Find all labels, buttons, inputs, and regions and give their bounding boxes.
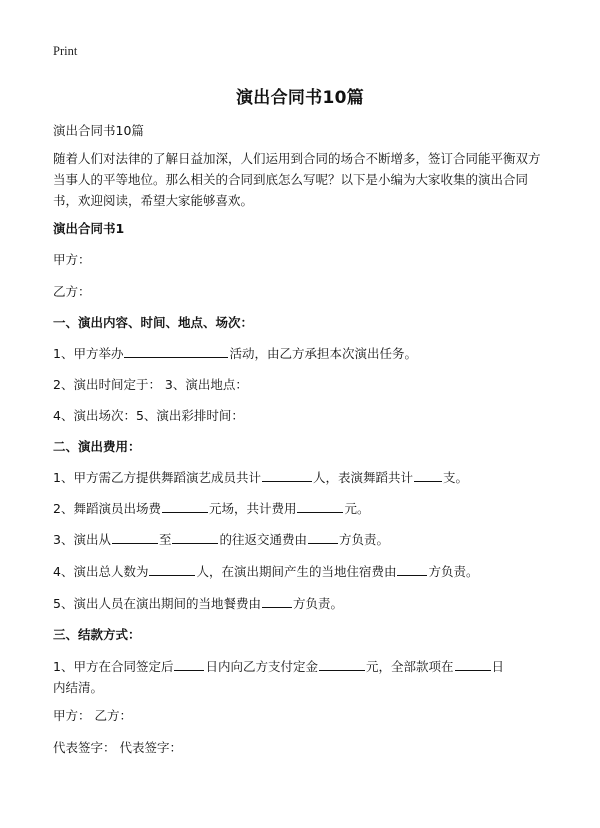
text-segment: 日内向乙方支付定金: [205, 659, 318, 674]
text-segment: 方负责。: [292, 596, 343, 611]
text-segment: 人，在演出期间产生的当地住宿费由: [196, 564, 397, 579]
text-segment: 的往返交通费由: [219, 532, 307, 547]
text-segment: 1、甲方需乙方提供舞蹈演艺成员共计: [53, 470, 261, 485]
print-link[interactable]: Print: [53, 44, 78, 58]
text-segment: 3、演出从: [53, 532, 111, 547]
section-1-heading: 一、演出内容、时间、地点、场次：: [53, 315, 254, 330]
blank-line: [149, 562, 195, 576]
section-2-item-5: [53, 594, 343, 612]
blank-line: [455, 657, 491, 671]
signature-representatives-line: 代表签字： 代表签字：: [53, 740, 182, 755]
signature-parties-line: 甲方： 乙方：: [53, 708, 132, 723]
party-b-line: 乙方：: [53, 284, 91, 299]
page-title: 演出合同书10篇: [235, 88, 365, 108]
text-segment: 1、甲方在合同签定后: [53, 659, 174, 674]
text-segment: 方负责。: [428, 564, 479, 579]
text-segment: 活动，由乙方承担本次演出任务。: [229, 346, 417, 361]
section-3-heading: 三、结款方式：: [53, 627, 141, 642]
text-segment: 支。: [442, 470, 468, 485]
text-segment: 4、演出总人数为: [53, 564, 149, 579]
section-3-item-1-cont: 内结清。: [53, 680, 104, 695]
blank-line: [414, 468, 442, 482]
text-segment: 1、甲方举办: [53, 346, 124, 361]
party-a-line: 甲方：: [53, 252, 91, 267]
section-2-item-2: [53, 499, 370, 517]
contract-heading: 演出合同书1: [53, 221, 125, 236]
text-segment: 2、舞蹈演员出场费: [53, 501, 161, 516]
blank-line: [124, 344, 228, 358]
text-segment: 元，全部款项在: [365, 659, 454, 674]
section-2-item-3: [53, 530, 389, 548]
text-segment: 5、演出人员在演出期间的当地餐费由: [53, 596, 261, 611]
blank-line: [262, 468, 312, 482]
blank-line: [174, 657, 204, 671]
section-2-item-1: [53, 468, 468, 486]
blank-line: [162, 499, 208, 513]
text-segment: 日: [491, 659, 505, 674]
text-segment: 至: [158, 532, 172, 547]
blank-line: [308, 530, 338, 544]
text-segment: 元。: [344, 501, 370, 516]
blank-line: [172, 530, 218, 544]
blank-line: [112, 530, 158, 544]
blank-line: [319, 657, 365, 671]
section-1-item-3: 4、演出场次：5、演出彩排时间：: [53, 408, 244, 423]
section-1-item-2: 2、演出时间定于： 3、演出地点：: [53, 377, 248, 392]
document-subtitle: 演出合同书10篇: [53, 123, 144, 138]
section-1-item-1: [53, 344, 417, 362]
text-segment: 人，表演舞蹈共计: [312, 470, 413, 485]
text-segment: 元场，共计费用: [208, 501, 297, 516]
section-2-item-4: [53, 562, 479, 580]
blank-line: [262, 594, 292, 608]
blank-line: [397, 562, 427, 576]
text-segment: 方负责。: [338, 532, 389, 547]
blank-line: [297, 499, 343, 513]
section-3-item-1: [53, 657, 504, 675]
intro-paragraph: 随着人们对法律的了解日益加深，人们运用到合同的场合不断增多，签订合同能平衡双方当事人的平等地位。那么相关的合同到底怎么写呢？以下是小编为大家收集的演出合同书，欢迎阅读，希望大家能够喜欢。: [53, 151, 541, 208]
section-2-heading: 二、演出费用：: [53, 439, 141, 454]
